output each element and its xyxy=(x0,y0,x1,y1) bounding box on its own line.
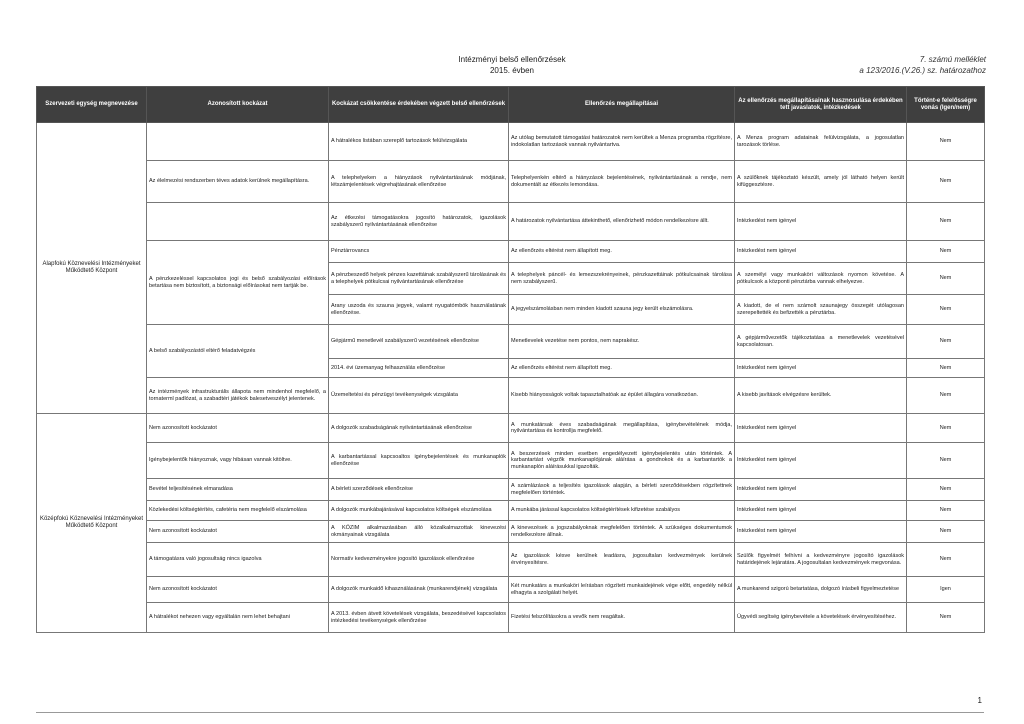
finding-cell: A számlázások a teljesítés igazolások alapján, a bérleti szerződésekben rögzítettnek megfelelően történtek. xyxy=(509,479,735,501)
table-row xyxy=(37,521,985,543)
col-header-check: Kockázat csökkentése érdekében végzett belső ellenőrzések xyxy=(329,87,509,123)
risk-cell xyxy=(147,123,329,161)
finding-cell: Az igazolások késve kerülnek leadásra, jogosultalan kedvezmények kerülnek érvényesítésre. xyxy=(509,543,735,577)
annex-number: 7. számú melléklet xyxy=(919,55,986,64)
finding-cell: Az utólag bemutatott támogatási határozatok nem kerültek a Menza programba rögzítésre, indokolatlan tartozások vannak nyilvántartva. xyxy=(509,123,735,161)
action-cell: A szülőknek tájékoztató készült, amely jól látható helyen került kifüggesztésre. xyxy=(735,161,907,203)
status-cell: Nem xyxy=(907,479,985,501)
table-row xyxy=(37,443,985,479)
check-cell: A bérleti szerződések ellenőrzése xyxy=(329,479,509,501)
status-cell: Nem xyxy=(907,414,985,443)
table-row xyxy=(37,603,985,633)
table-row xyxy=(37,414,985,443)
page-number: 1 xyxy=(977,696,982,705)
org-unit-name: Középfokú Köznevelési Intézményeket Működtető Központ xyxy=(37,414,147,633)
col-header-org: Szervezeti egység megnevezése xyxy=(37,87,147,123)
table-row xyxy=(37,161,985,203)
col-header-accountability: Történt-e felelősségre vonás (Igen/nem) xyxy=(907,87,985,123)
risk-cell: Nem azonosított kockázatot xyxy=(147,414,329,443)
status-cell: Nem xyxy=(907,521,985,543)
finding-cell: Két munkatárs a munkaköri leírásban rögzített munkaidejének vége előtt, engedély nélkül elhagyta a szolgálati helyét. xyxy=(509,577,735,603)
footer-rule xyxy=(36,712,984,713)
action-cell: Intézkedést nem igényel xyxy=(735,521,907,543)
risk-cell xyxy=(147,203,329,241)
table-row xyxy=(37,325,985,359)
action-cell: Intézkedést nem igényel xyxy=(735,241,907,263)
action-cell: A kisebb javítások elvégzésre kerültek. xyxy=(735,378,907,414)
check-cell: A 2013. évben átvett követelések vizsgálata, beszedésével kapcsolatos intézkedési tevékenységek ellenőrzése xyxy=(329,603,509,633)
finding-cell: A jegyelszámolásban nem minden kiadott szauna jegy került elszámolásra. xyxy=(509,295,735,325)
table-row xyxy=(37,203,985,241)
status-cell: Nem xyxy=(907,501,985,521)
status-cell: Nem xyxy=(907,295,985,325)
status-cell: Nem xyxy=(907,325,985,359)
risk-cell: Nem azonosított kockázatot xyxy=(147,521,329,543)
check-cell: Arany uszoda és szauna jegyek, valamt nyugatómbök használatának ellenőrzése. xyxy=(329,295,509,325)
status-cell: Nem xyxy=(907,241,985,263)
col-header-actions: Az ellenőrzés megállapításainak hasznosulása érdekében tett javaslatok, intézkedések xyxy=(735,87,907,123)
title-line-1: Intézményi belső ellenőrzések xyxy=(458,55,566,64)
resolution-reference: a 123/2016.(V.26.) sz. határozathoz xyxy=(859,66,986,75)
risk-cell: A pénzkezeléssel kapcsolatos jogi és belső szabályozási előírások betartása nem biztosított, a biztonsági előírásokat nem tartják be. xyxy=(147,241,329,325)
action-cell: Intézkedést nem igényel xyxy=(735,501,907,521)
action-cell: Ügyvédi segítség igénybevétele a követelések érvényesítéséhez. xyxy=(735,603,907,633)
finding-cell: Fizetési felszólításokra a vevők nem reagáltak. xyxy=(509,603,735,633)
check-cell: A dolgozók munkábajárásával kapcsolatos költségek elszámolása xyxy=(329,501,509,521)
table-row xyxy=(37,378,985,414)
finding-cell: A munkába járással kapcsolatos költségtérítések kifizetése szabályos xyxy=(509,501,735,521)
finding-cell: A munkatársak éves szabadságának megállapítása, igénybevételének módja, nyilvántartása és kontrollja megfelelő. xyxy=(509,414,735,443)
check-cell: A telephelyeken a hiányzások nyilvántartásának módjának, létszámjelentések végrehajtásának ellenőrzése xyxy=(329,161,509,203)
status-cell: Nem xyxy=(907,123,985,161)
action-cell: Intézkedést nem igényel xyxy=(735,479,907,501)
finding-cell: Telephelyenkén eltérő a hiányzások bejelentésének, nyilvántartásának a rendje, nem dokumentált az étkezés lemondása. xyxy=(509,161,735,203)
status-cell: Nem xyxy=(907,203,985,241)
table-body xyxy=(37,123,985,633)
risk-cell: Az intézmények infrastrukturális állapota nem mindenhol megfelelő, a tornaterml padlózat, a szabadtéri játékok balesetveszélyt jelentenek. xyxy=(147,378,329,414)
action-cell: Intézkedést nem igényel xyxy=(735,443,907,479)
check-cell: A karbantartással kapcsoaltos igénybejelentések és munkanaplók ellenőrzése xyxy=(329,443,509,479)
check-cell: Normatív kedvezményekre jogosító igazolások ellenőrzése xyxy=(329,543,509,577)
check-cell: Gépjármű menetlevél szabályszerű vezetésének ellenőrzése xyxy=(329,325,509,359)
check-cell: A hátralékos listában szereplő tartozások felülvizsgálata xyxy=(329,123,509,161)
action-cell: A kiadott, de el nem számolt szaunajegy összegét utólagosan szerepeltették és befizették a pénztárba. xyxy=(735,295,907,325)
action-cell: Szülők figyelmét felhívni a kedvezményre jogosító igazolások határidejének lejáratára. A jogosultalan kedvezmények megvonása. xyxy=(735,543,907,577)
risk-cell: A belső szabályozástól eltérő feladatvégzés xyxy=(147,325,329,378)
col-header-risk: Azonosított kockázat xyxy=(147,87,329,123)
status-cell: Nem xyxy=(907,443,985,479)
table-header-row xyxy=(37,87,985,123)
table-row xyxy=(37,543,985,577)
risk-cell: Nem azonosított kockázatot xyxy=(147,577,329,603)
check-cell: A pénzbeszedő helyek pénzes kazettáinak szabályszerű tárolásának és a telephelyek pótkulcsai nyilvántartásának ellenőrzése xyxy=(329,263,509,295)
risk-cell: A támogatásra való jogosultság nincs igazolva xyxy=(147,543,329,577)
finding-cell: A határozatok nyilvántartása áttekinthető, ellenőrizhető módon rendelkezésre állt. xyxy=(509,203,735,241)
check-cell: Üzemeltetési és pénzügyi tevékenységek vizsgálata xyxy=(329,378,509,414)
risk-cell: Bevétel teljesítésének elmaradása xyxy=(147,479,329,501)
finding-cell: Az ellenőrzés eltérést nem állapított meg. xyxy=(509,359,735,378)
check-cell: A KÖZIM alkalmazásában álló közalkalmazottak kinevezési okmányainak vizsgálata xyxy=(329,521,509,543)
risk-cell: Az élelmezési rendszerben téves adatok kerülnek megállapításra. xyxy=(147,161,329,203)
action-cell: Intézkedést nem igényel xyxy=(735,414,907,443)
status-cell: Nem xyxy=(907,359,985,378)
finding-cell: A telephelyek páncél- és lemezszekrényeinek, pénzkazettáinak pótkulcsainak tárolása nem szabályszerű. xyxy=(509,263,735,295)
check-cell: Pénztárrovancs xyxy=(329,241,509,263)
audit-table xyxy=(36,86,985,633)
risk-cell: Igénybejelentők hiányoznak, vagy hibásan vannak kitöltve. xyxy=(147,443,329,479)
table-row xyxy=(37,479,985,501)
finding-cell: A kinevezések a jogszabályoknak megfelelően történtek. A szükséges dokumentumok rendelkezésre állnak. xyxy=(509,521,735,543)
action-cell: A Menza program adatainak felülvizsgálata, a jogosulatlan tarozások törlése. xyxy=(735,123,907,161)
check-cell: 2014. évi üzemanyag felhasználás ellenőrzése xyxy=(329,359,509,378)
table-row xyxy=(37,241,985,263)
status-cell: Nem xyxy=(907,161,985,203)
table-row xyxy=(37,577,985,603)
status-cell: Nem xyxy=(907,378,985,414)
title-line-2: 2015. évben xyxy=(489,66,535,75)
action-cell: Intézkedést nem igényel xyxy=(735,203,907,241)
status-cell: Nem xyxy=(907,263,985,295)
check-cell: A dolgozók szabadságának nyilvántartásának ellenőrzése xyxy=(329,414,509,443)
annex-reference xyxy=(859,54,986,76)
status-cell: Nem xyxy=(907,603,985,633)
check-cell: A dolgozók munkaidő kihasználásának (munkarendjének) vizsgálata xyxy=(329,577,509,603)
action-cell: Intézkedést nem igényel xyxy=(735,359,907,378)
action-cell: A gépjárművezetők tájékoztatása a menetlevelek vezetésével kapcsolatosan. xyxy=(735,325,907,359)
action-cell: A személyi vagy munkaköri változások nyomon követése. A pótkulcsok a központi pénztárba vannak elhelyezve. xyxy=(735,263,907,295)
finding-cell: Kisebb hiányosságok voltak tapasztalhatóak az épület állagára vonatkozóan. xyxy=(509,378,735,414)
status-cell: Igen xyxy=(907,577,985,603)
table-row xyxy=(37,501,985,521)
action-cell: A munkarend szigorú betartatása, dolgozó írásbeli figyelmeztetése xyxy=(735,577,907,603)
col-header-findings: Ellenőrzés megállapításai xyxy=(509,87,735,123)
table-row xyxy=(37,123,985,161)
finding-cell: Az ellenőrzés eltérést nem állapított meg. xyxy=(509,241,735,263)
status-cell: Nem xyxy=(907,543,985,577)
finding-cell: Menetlevelek vezetése nem pontos, nem naprakész. xyxy=(509,325,735,359)
org-unit-name: Alapfokú Köznevelési Intézményeket Működtető Központ xyxy=(37,123,147,414)
risk-cell: A hátralékot nehezen vagy egyáltalán nem lehet behajtani xyxy=(147,603,329,633)
check-cell: Az étkezési támogatásokra jogosító határozatok, igazolások szabályszerű nyilvántartásának ellenőrzése xyxy=(329,203,509,241)
risk-cell: Közlekedési költségtérítés, cafetéria nem megfelelő elszámolása xyxy=(147,501,329,521)
finding-cell: A beszerzések minden esetben engedélyezett igénybejelentés után történtek. A karbantartást végzők munkanaplójának aláírása a gondnokok és a karbantartók a munkanaplón aláírásukkal igazolták. xyxy=(509,443,735,479)
